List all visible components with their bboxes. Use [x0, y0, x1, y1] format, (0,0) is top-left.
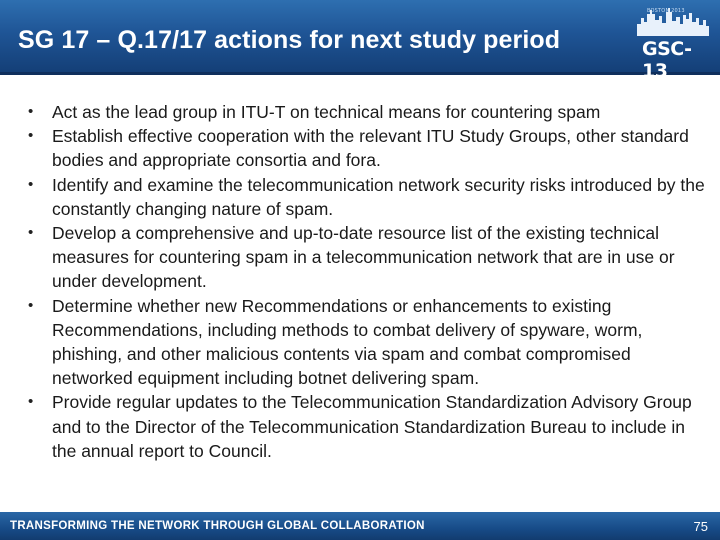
bullet-text: Establish effective cooperation with the relevant ITU Study Groups, other standard bodies and appropriate consortia and fora. — [52, 126, 689, 171]
bullet-list — [0, 100, 720, 463]
bullet-dot-icon: • — [28, 103, 34, 120]
bullet-text: Identify and examine the telecommunication network security risks introduced by the constantly changing nature of spam. — [52, 174, 705, 219]
logo-city-text: BOSTON 2013 — [647, 8, 685, 14]
footer-tagline: TRANSFORMING THE NETWORK THROUGH GLOBAL COLLABORATION — [10, 520, 425, 532]
bullet-dot-icon: • — [28, 127, 34, 145]
bullet-dot-icon: • — [28, 296, 34, 314]
gsc-logo — [633, 4, 713, 82]
logo-mark-text: GSC-13 — [642, 38, 692, 82]
list-item — [0, 100, 720, 124]
list-item — [0, 124, 720, 172]
list-item — [0, 173, 720, 221]
list-item — [0, 221, 720, 294]
bullet-dot-icon: • — [28, 175, 34, 193]
bullet-text: Develop a comprehensive and up-to-date resource list of the existing technical measures for countering spam in a telecommunication network that are in use or under development. — [52, 223, 675, 292]
page-number: 75 — [693, 519, 708, 534]
bullet-text: Determine whether new Recommendations or enhancements to existing Recommendations, including methods to combat delivery of spyware, worm, phishing, and other malicious contents via spam and combat compromised networked equipment including botnet delivering spam. — [52, 295, 643, 389]
list-item — [0, 390, 720, 463]
list-item — [0, 294, 720, 391]
header-bar — [0, 0, 720, 82]
bullet-dot-icon: • — [28, 224, 34, 242]
bullet-dot-icon: • — [28, 393, 34, 411]
slide-title: SG 17 – Q.17/17 actions for next study period — [18, 26, 561, 54]
bullet-text: Act as the lead group in ITU-T on technical means for countering spam — [52, 102, 601, 122]
footer-bar — [0, 512, 720, 540]
bullet-text: Provide regular updates to the Telecommunication Standardization Advisory Group and to the Director of the Telecommunication Standardization Bureau to include in the annual report to Council. — [52, 392, 692, 461]
